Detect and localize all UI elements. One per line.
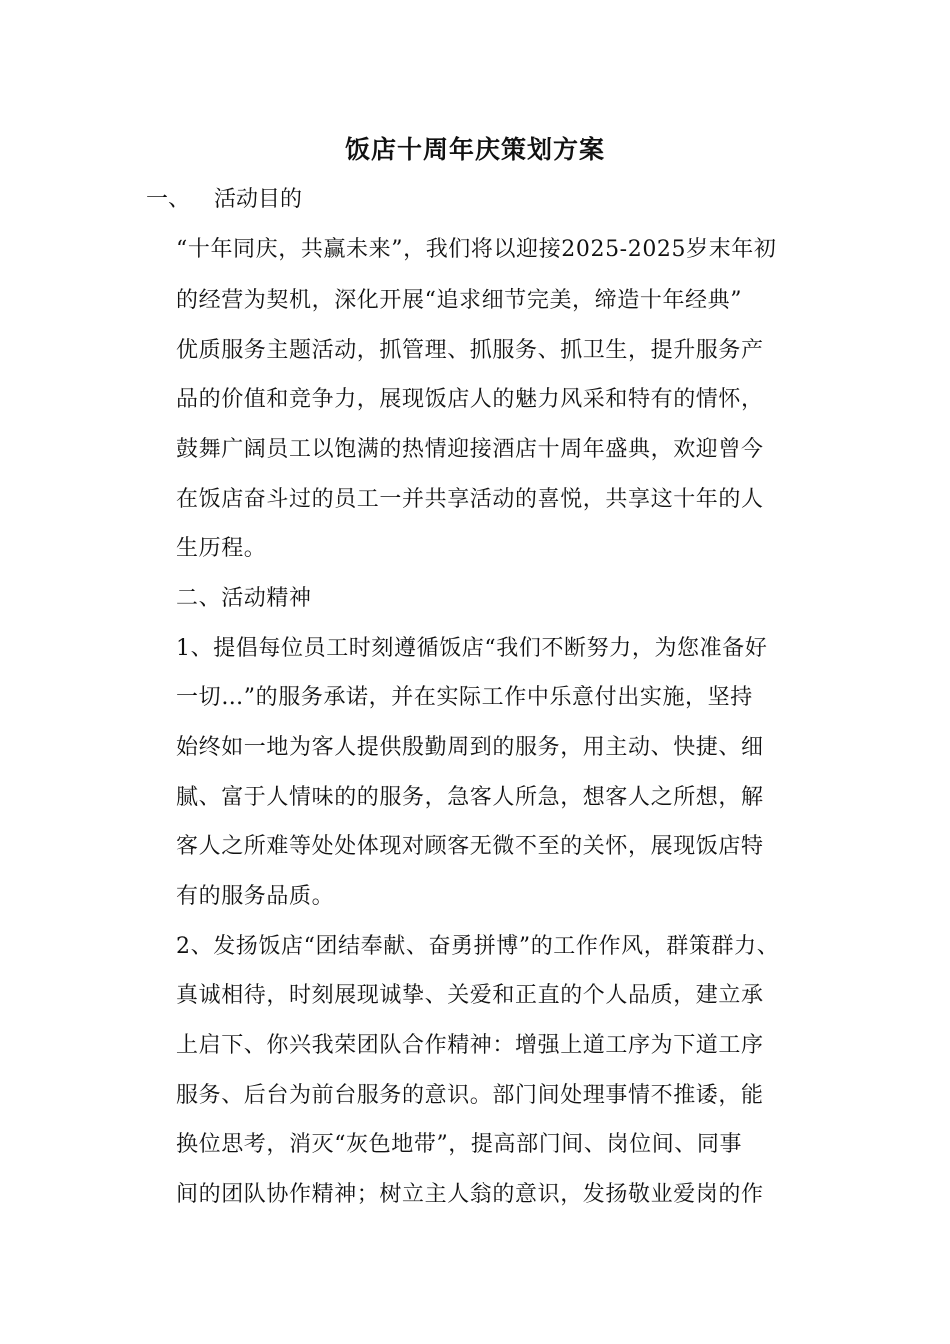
- paragraph-line: 有的服务品质。: [176, 884, 335, 909]
- paragraph-line: 的经营为契机，深化开展“追求细节完美，缔造十年经典”: [176, 288, 743, 313]
- paragraph-line: 生历程。: [176, 536, 267, 561]
- paragraph-line: “十年同庆，共赢未来”，我们将以迎接2025-2025岁末年初: [176, 237, 777, 262]
- paragraph-line: 始终如一地为客人提供殷勤周到的服务，用主动、快捷、细: [176, 735, 764, 760]
- section-1-heading-text: 活动目的: [214, 187, 303, 212]
- paragraph-line: 1、提倡每位员工时刻遵循饭店“我们不断努力，为您准备好: [176, 636, 768, 661]
- paragraph-line: 鼓舞广阔员工以饱满的热情迎接酒店十周年盛典，欢迎曾今: [176, 437, 764, 462]
- section-1-heading: [146, 184, 302, 216]
- paragraph-line: 腻、富于人情味的的服务，急客人所急，想客人之所想，解: [176, 785, 764, 810]
- paragraph-line: 客人之所难等处处体现对顾客无微不至的关怀，展现饭店特: [176, 834, 764, 859]
- document-title: 饭店十周年庆策划方案: [344, 135, 605, 164]
- paragraph-line: 在饭店奋斗过的员工一并共享活动的喜悦，共享这十年的人: [176, 487, 764, 512]
- paragraph-line: 换位思考，消灭“灰色地带”，提高部门间、岗位间、同事: [176, 1132, 743, 1157]
- paragraph-line: 优质服务主题活动，抓管理、抓服务、抓卫生，提升服务产: [176, 338, 764, 363]
- paragraph-line: 真诚相待，时刻展现诚挚、关爱和正直的个人品质，建立承: [176, 983, 764, 1008]
- paragraph-line: 服务、后台为前台服务的意识。部门间处理事情不推诿，能: [176, 1083, 764, 1108]
- section-1-number: 一、: [146, 187, 191, 212]
- paragraph-line: 上启下、你兴我荣团队合作精神：增强上道工序为下道工序: [176, 1033, 764, 1058]
- paragraph-line: 2、发扬饭店“团结奉献、奋勇拼博”的工作作风，群策群力、: [176, 934, 780, 959]
- paragraph-line: 间的团队协作精神；树立主人翁的意识，发扬敬业爱岗的作: [176, 1182, 764, 1207]
- paragraph-line: 品的价值和竞争力，展现饭店人的魅力风采和特有的情怀，: [176, 387, 764, 412]
- paragraph-line: 一切…”的服务承诺，并在实际工作中乐意付出实施，坚持: [176, 685, 753, 710]
- section-2-heading: 二、活动精神: [176, 586, 312, 611]
